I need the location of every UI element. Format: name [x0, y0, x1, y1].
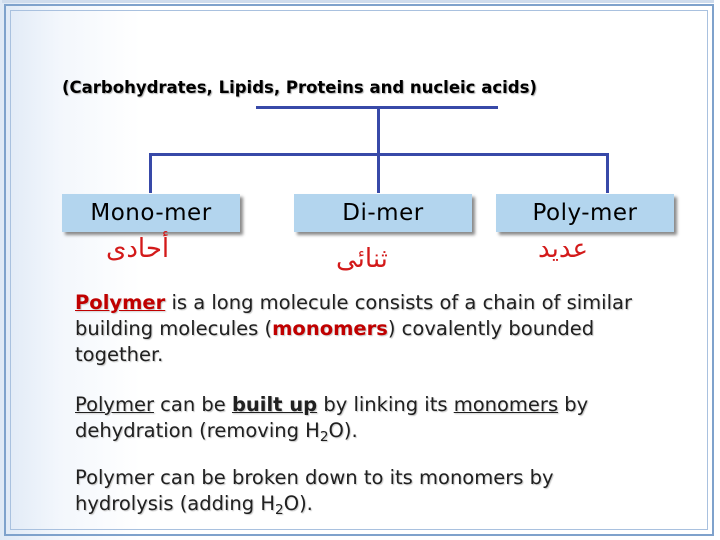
build-line-2: dehydration (removing $H_2O$). [75, 419, 358, 445]
di-mer-box: Di-mer [294, 194, 472, 232]
build-line-1: Polymer can be built up by linking its monomers by [75, 393, 589, 416]
arabic-mono-label: أحادى [106, 234, 170, 264]
connector-drop-middle [377, 153, 380, 193]
poly-mer-box: Poly-mer [496, 194, 674, 232]
arabic-poly-label: عديد [538, 234, 589, 264]
definition-line-3: together. [75, 343, 164, 366]
definition-line-2: building molecules (monomers) covalently bounded [75, 317, 595, 340]
mono-mer-box: Mono-mer [62, 194, 240, 232]
frame-top-bar [2, 0, 714, 3]
built-up-term: built up [231, 393, 318, 416]
connector-drop-left [149, 153, 152, 193]
diagram-title: (Carbohydrates, Lipids, Proteins and nucleic acids) [62, 78, 537, 97]
polymer-definition [75, 290, 632, 368]
arabic-di-label: ثنائى [336, 244, 388, 274]
connector-drop-right [606, 153, 609, 193]
connector-trunk [377, 107, 380, 154]
polymer-breakdown [75, 465, 554, 517]
polymer-term: Polymer [75, 291, 166, 314]
monomers-term: monomers [272, 317, 388, 340]
polymer-build-up [75, 392, 588, 444]
monomers-term-2: monomers [453, 393, 559, 416]
definition-line-1: Polymer is a long molecule consists of a chain of similar [75, 291, 632, 314]
breakdown-line-2: hydrolysis (adding $H_2O$). [75, 492, 313, 518]
breakdown-line-1: Polymer can be broken down to its monomers by [75, 466, 554, 489]
